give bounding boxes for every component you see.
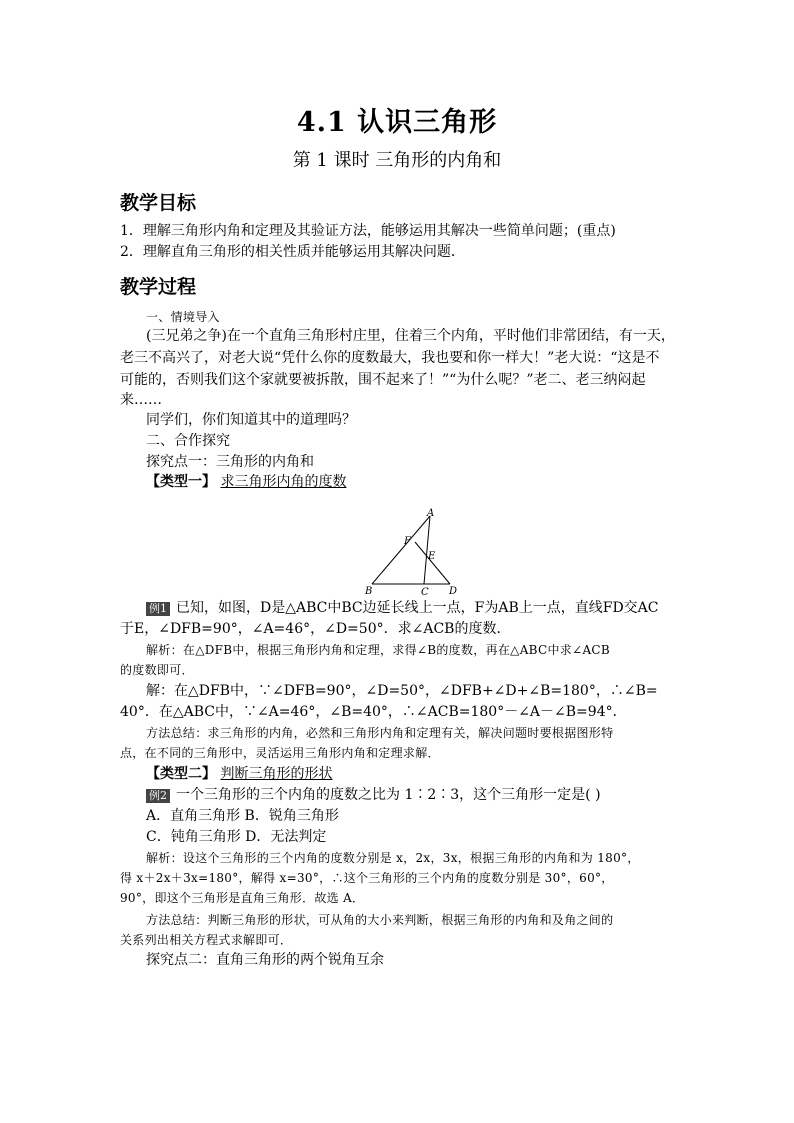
explore-point-2: 探究点二：直角三角形的两个锐角互余: [146, 952, 384, 968]
label-d: D: [449, 586, 458, 597]
intro-line: 来……: [120, 392, 162, 408]
example2-option: A．直角三角形 B．锐角三角形: [146, 808, 339, 824]
intro-question: 同学们，你们知道其中的道理吗？: [146, 412, 356, 428]
type1-heading: [146, 472, 346, 492]
intro-line: (三兄弟之争)在一个直角三角形村庄里，住着三个内角，平时他们非常团结，有一天，: [146, 328, 675, 344]
explore-title: 二、合作探究: [146, 433, 230, 449]
type2-title: 判断三角形的形状: [220, 766, 333, 782]
type2-heading: [146, 764, 332, 784]
example2-analysis: 90°，即这个三角形是直角三角形．故选 A．: [120, 891, 365, 905]
goal-item: 1．理解三角形内角和定理及其验证方法，能够运用其解决一些简单问题；(重点): [120, 223, 616, 239]
page-subtitle: 第 1 课时 三角形的内角和: [292, 150, 502, 171]
section-heading-process: 教学过程: [120, 276, 197, 298]
example1-badge: 例1: [146, 602, 170, 616]
example1-line: 于E，∠DFB=90°，∠A=46°，∠D=50°．求∠ACB的度数．: [120, 621, 511, 637]
label-c: C: [421, 587, 429, 598]
segment-fd: [415, 542, 450, 584]
page-title: 4.1 认识三角形: [296, 107, 498, 138]
label-f: F: [404, 536, 411, 547]
intro-line: 可能的，否则我们这个家就要被拆散，围不起来了！”“为什么呢？”老二、老三纳闷起: [120, 372, 646, 388]
example1-summary: 方法总结：求三角形的内角，必然和三角形内角和定理有关，解决问题时要根据图形特: [146, 726, 614, 740]
example1-summary: 点，在不同的三角形中，灵活运用三角形内角和定理求解．: [120, 746, 440, 760]
example1-analysis: 的度数即可．: [120, 663, 194, 677]
example2-analysis: 得 x＋2x＋3x=180°，解得 x=30°，∴这个三角形的三个内角的度数分别是 30°，60°，: [120, 871, 614, 885]
example2-option: C．钝角三角形 D．无法判定: [146, 829, 327, 845]
label-e: E: [428, 551, 436, 562]
example1-line: [146, 598, 659, 618]
segment-ac: [424, 516, 430, 584]
type1-title: 求三角形内角的度数: [220, 474, 347, 490]
goal-item: 2．理解直角三角形的相关性质并能够运用其解决问题．: [120, 244, 465, 260]
explore-point-1: 探究点一：三角形的内角和: [146, 454, 314, 470]
example2-badge: 例2: [146, 789, 170, 803]
section-heading-goals: 教学目标: [120, 192, 197, 214]
example2-line: [146, 785, 601, 805]
example2-analysis: 解析：设这个三角形的三个内角的度数分别是 x，2x，3x，根据三角形的内角和为 180°，: [146, 851, 640, 865]
example1-solution: 解：在△DFB中，∵∠DFB=90°，∠D=50°，∠DFB+∠D+∠B=180°，∴∠B=: [146, 683, 658, 699]
example1-solution: 40°．在△ABC中，∵∠A=46°，∠B=40°，∴∠ACB=180°－∠A－∠B=94°．: [120, 704, 627, 720]
example2-summary: 方法总结：判断三角形的形状，可从角的大小来判断，根据三角形的内角和及角之间的: [146, 913, 614, 927]
triangle-figure: [360, 508, 470, 598]
label-a: A: [427, 508, 435, 519]
label-b: B: [365, 586, 373, 597]
example1-text: 已知，如图，D是△ABC中BC边延长线上一点，F为AB上一点，直线FD交AC: [176, 600, 659, 616]
intro-title: 一、情境导入: [146, 310, 220, 324]
example2-summary: 关系列出相关方程式求解即可．: [120, 933, 293, 947]
intro-line: 老三不高兴了，对老大说“凭什么你的度数最大，我也要和你一样大！”老大说：“这是不: [120, 350, 660, 366]
type1-label: 【类型一】: [146, 474, 216, 490]
example1-analysis: 解析：在△DFB中，根据三角形内角和定理，求得∠B的度数，再在△ABC中求∠ACB: [146, 643, 611, 657]
type2-label: 【类型二】: [146, 766, 216, 782]
example2-question: 一个三角形的三个内角的度数之比为 1∶2∶3，这个三角形一定是( ): [176, 787, 601, 803]
